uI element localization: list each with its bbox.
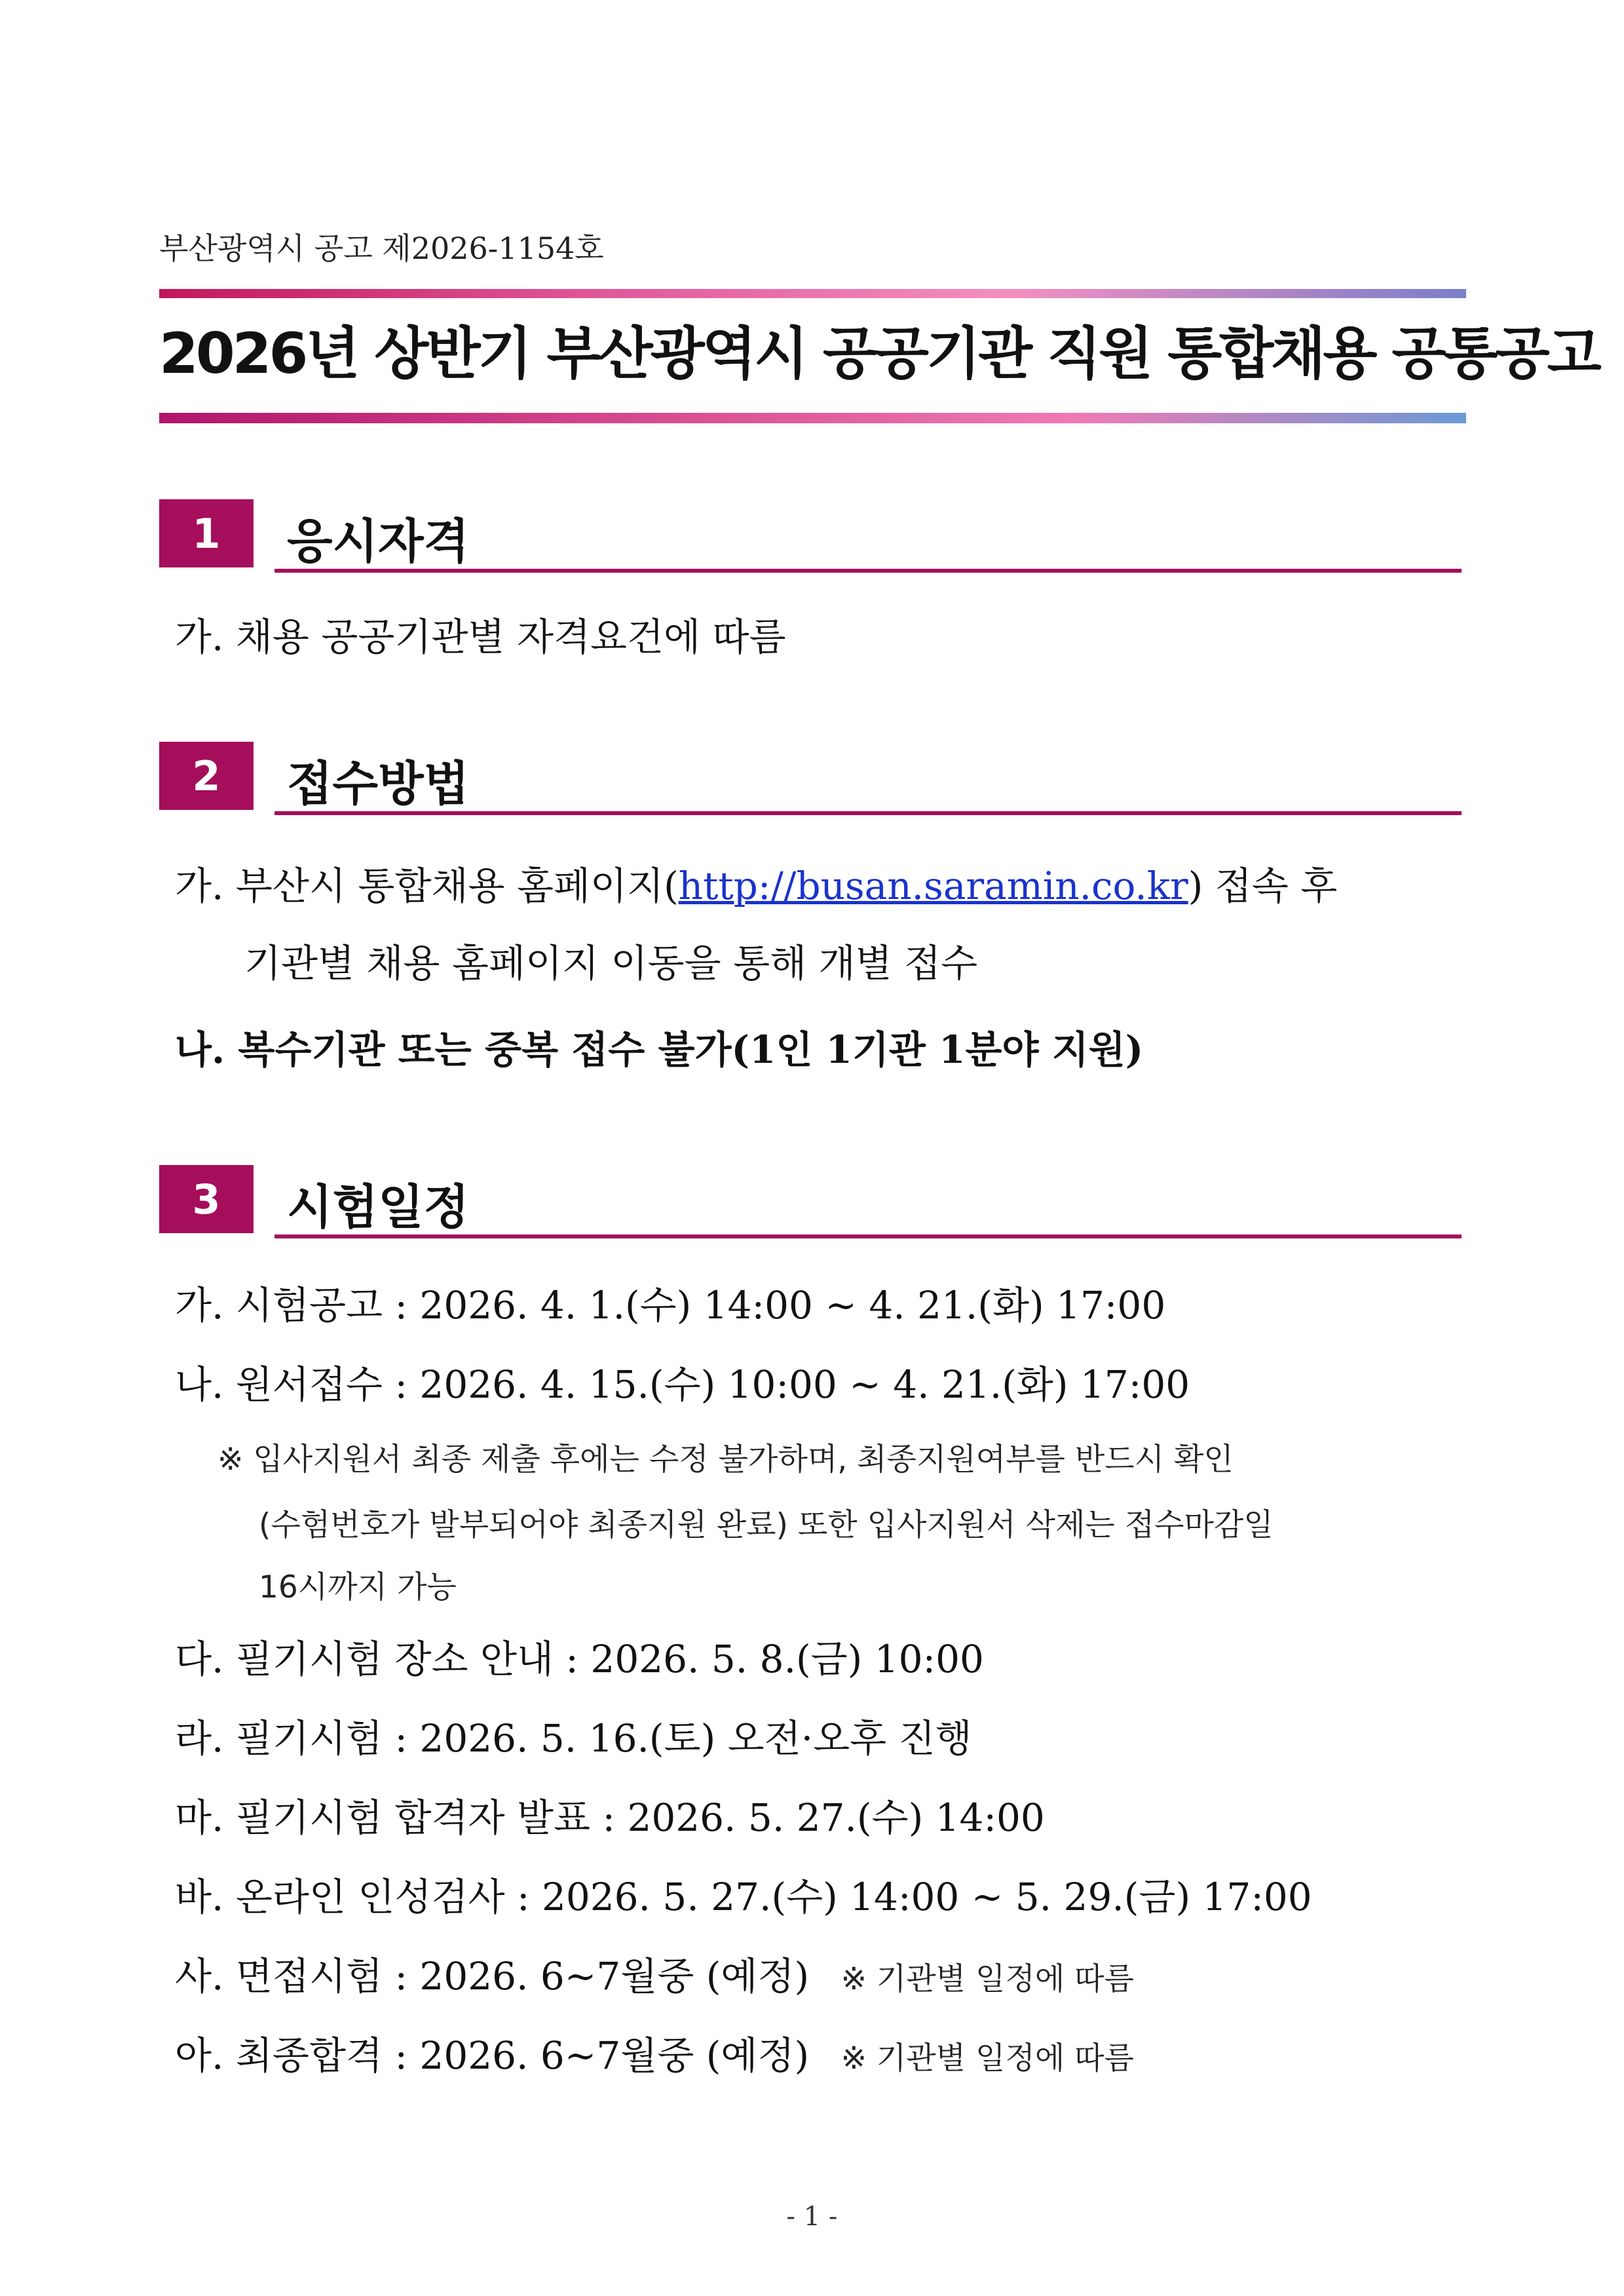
schedule-item: 라. 필기시험 : 2026. 5. 16.(토) 오전·오후 진행	[175, 1716, 972, 1761]
page-number: - 1 -	[786, 2202, 838, 2232]
section-1-title: 응시자격	[287, 514, 470, 569]
section-2-title: 접수방법	[287, 756, 470, 811]
application-note-line: 16시까지 가능	[259, 1569, 457, 1605]
section-1-number: 1	[159, 499, 254, 567]
document-title: 2026년 상반기 부산광역시 공공기관 직원 통합채용 공통공고	[159, 321, 1599, 387]
section-2-underline	[274, 811, 1462, 815]
schedule-item-text: 아. 최종합격 : 2026. 6~7월중 (예정)	[175, 2033, 810, 2078]
application-note-line: ※ 입사지원서 최종 제출 후에는 수정 불가하며, 최종지원여부를 반드시 확인	[217, 1442, 1234, 1478]
schedule-item: 가. 시험공고 : 2026. 4. 1.(수) 14:00 ~ 4. 21.(화) 17:00	[175, 1283, 1166, 1328]
section-2-number: 2	[159, 742, 254, 810]
section-3-underline	[274, 1234, 1462, 1238]
section-2-item-b: 나. 복수기관 또는 중복 접수 불가(1인 1기관 1분야 지원)	[175, 1027, 1144, 1072]
schedule-item-final	[175, 2025, 1134, 2080]
section-2-item-a	[175, 855, 1337, 910]
section-2-item-a-prefix: 가. 부산시 통합채용 홈페이지(	[175, 864, 679, 908]
schedule-item: 다. 필기시험 장소 안내 : 2026. 5. 8.(금) 10:00	[175, 1637, 984, 1681]
saramin-link[interactable]: http://busan.saramin.co.kr	[678, 864, 1188, 908]
schedule-inline-note: ※ 기관별 일정에 따름	[840, 2040, 1134, 2076]
section-2-item-a-suffix: ) 접속 후	[1188, 864, 1338, 908]
section-3-title: 시험일정	[287, 1179, 470, 1234]
schedule-item: 바. 온라인 인성검사 : 2026. 5. 27.(수) 14:00 ~ 5. 29.(금) 17:00	[175, 1875, 1312, 1919]
schedule-item-interview	[175, 1945, 1134, 2000]
schedule-item: 마. 필기시험 합격자 발표 : 2026. 5. 27.(수) 14:00	[175, 1795, 1045, 1840]
title-bottom-bar	[159, 413, 1466, 423]
section-2-item-a-continued: 기관별 채용 홈페이지 이동을 통해 개별 접수	[244, 941, 978, 985]
application-note-line: (수험번호가 발부되어야 최종지원 완료) 또한 입사지원서 삭제는 접수마감일	[259, 1507, 1274, 1543]
title-top-bar	[159, 289, 1466, 298]
section-3-number: 3	[159, 1165, 254, 1233]
section-1-underline	[274, 569, 1462, 573]
schedule-item-text: 사. 면접시험 : 2026. 6~7월중 (예정)	[175, 1954, 810, 1999]
schedule-item: 나. 원서접수 : 2026. 4. 15.(수) 10:00 ~ 4. 21.(화) 17:00	[175, 1362, 1190, 1407]
schedule-inline-note: ※ 기관별 일정에 따름	[840, 1961, 1134, 1997]
section-1-item-a: 가. 채용 공공기관별 자격요건에 따름	[175, 615, 786, 659]
notice-number: 부산광역시 공고 제2026-1154호	[159, 231, 604, 266]
